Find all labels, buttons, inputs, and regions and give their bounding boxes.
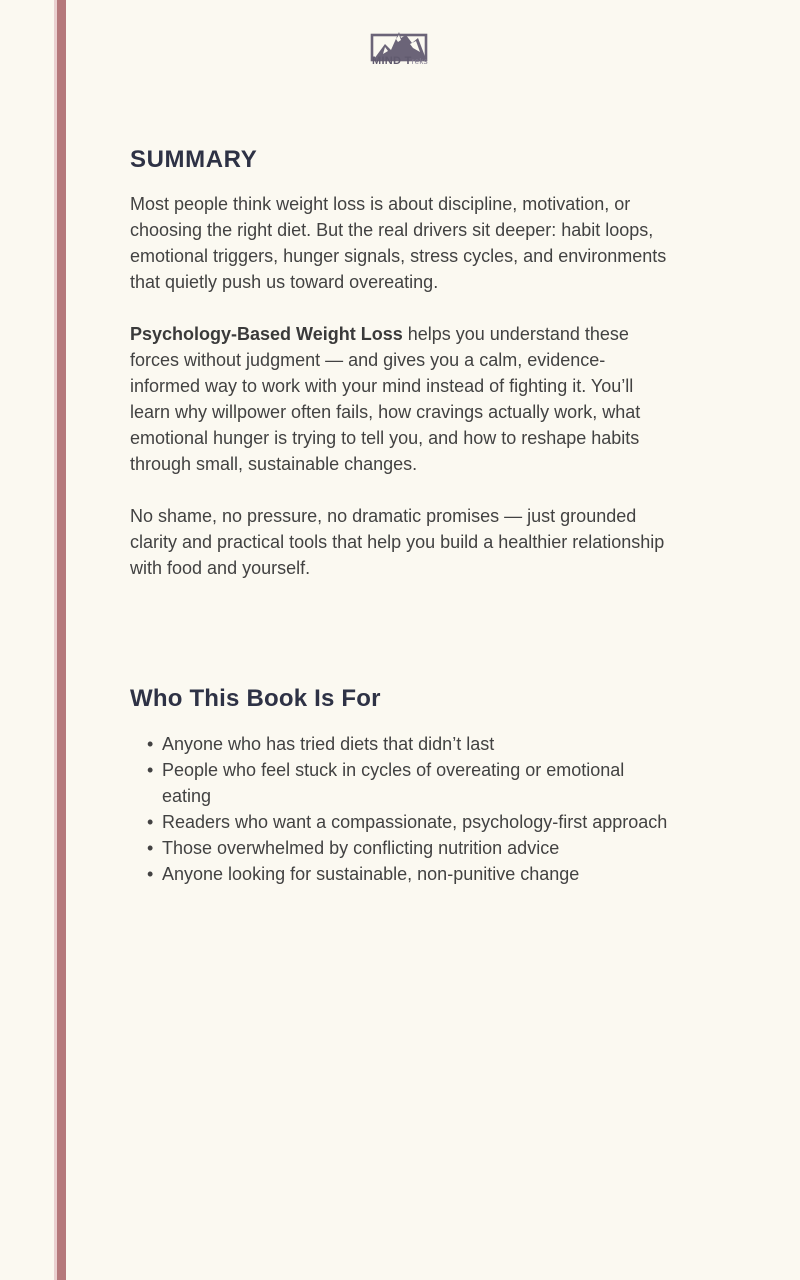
list-item: • Anyone looking for sustainable, non-punitive change bbox=[130, 861, 670, 887]
who-this-book-is-for-heading: Who This Book Is For bbox=[130, 685, 381, 712]
who-this-book-is-for-list bbox=[130, 731, 670, 887]
logo-wordmark-bold: MIND T bbox=[371, 55, 412, 67]
logo-wordmark bbox=[130, 55, 670, 68]
list-item: • Anyone who has tried diets that didn’t last bbox=[130, 731, 670, 757]
book-title-bold: Psychology-Based Weight Loss bbox=[130, 324, 403, 344]
summary-heading: SUMMARY bbox=[130, 146, 258, 173]
summary-paragraph-2-rest: helps you understand these forces without judgment — and gives you a calm, evidence-informed way to work with your mind instead of fighting it. You’ll learn why willpower often fails, how cravings actually work, what emotional hunger is trying to tell you, and how to reshape habits through small, sustainable changes. bbox=[130, 324, 641, 474]
list-item: • People who feel stuck in cycles of overeating or emotional eating bbox=[130, 757, 670, 809]
summary-paragraph-2 bbox=[130, 321, 670, 477]
summary-paragraph-1: Most people think weight loss is about discipline, motivation, or choosing the right diet. But the real drivers sit deeper: habit loops, emotional triggers, hunger signals, stress cycles, and environments that quietly push us toward overeating. bbox=[130, 194, 667, 292]
mindtreks-logo bbox=[130, 0, 670, 68]
list-item: • Readers who want a compassionate, psychology-first approach bbox=[130, 809, 670, 835]
page-content bbox=[130, 0, 670, 887]
left-accent-stripe bbox=[57, 0, 66, 1280]
list-item: • Those overwhelmed by conflicting nutrition advice bbox=[130, 835, 670, 861]
summary-paragraph-3: No shame, no pressure, no dramatic promises — just grounded clarity and practical tools that help you build a healthier relationship with food and yourself. bbox=[130, 506, 665, 578]
logo-wordmark-light: reks bbox=[411, 57, 428, 66]
